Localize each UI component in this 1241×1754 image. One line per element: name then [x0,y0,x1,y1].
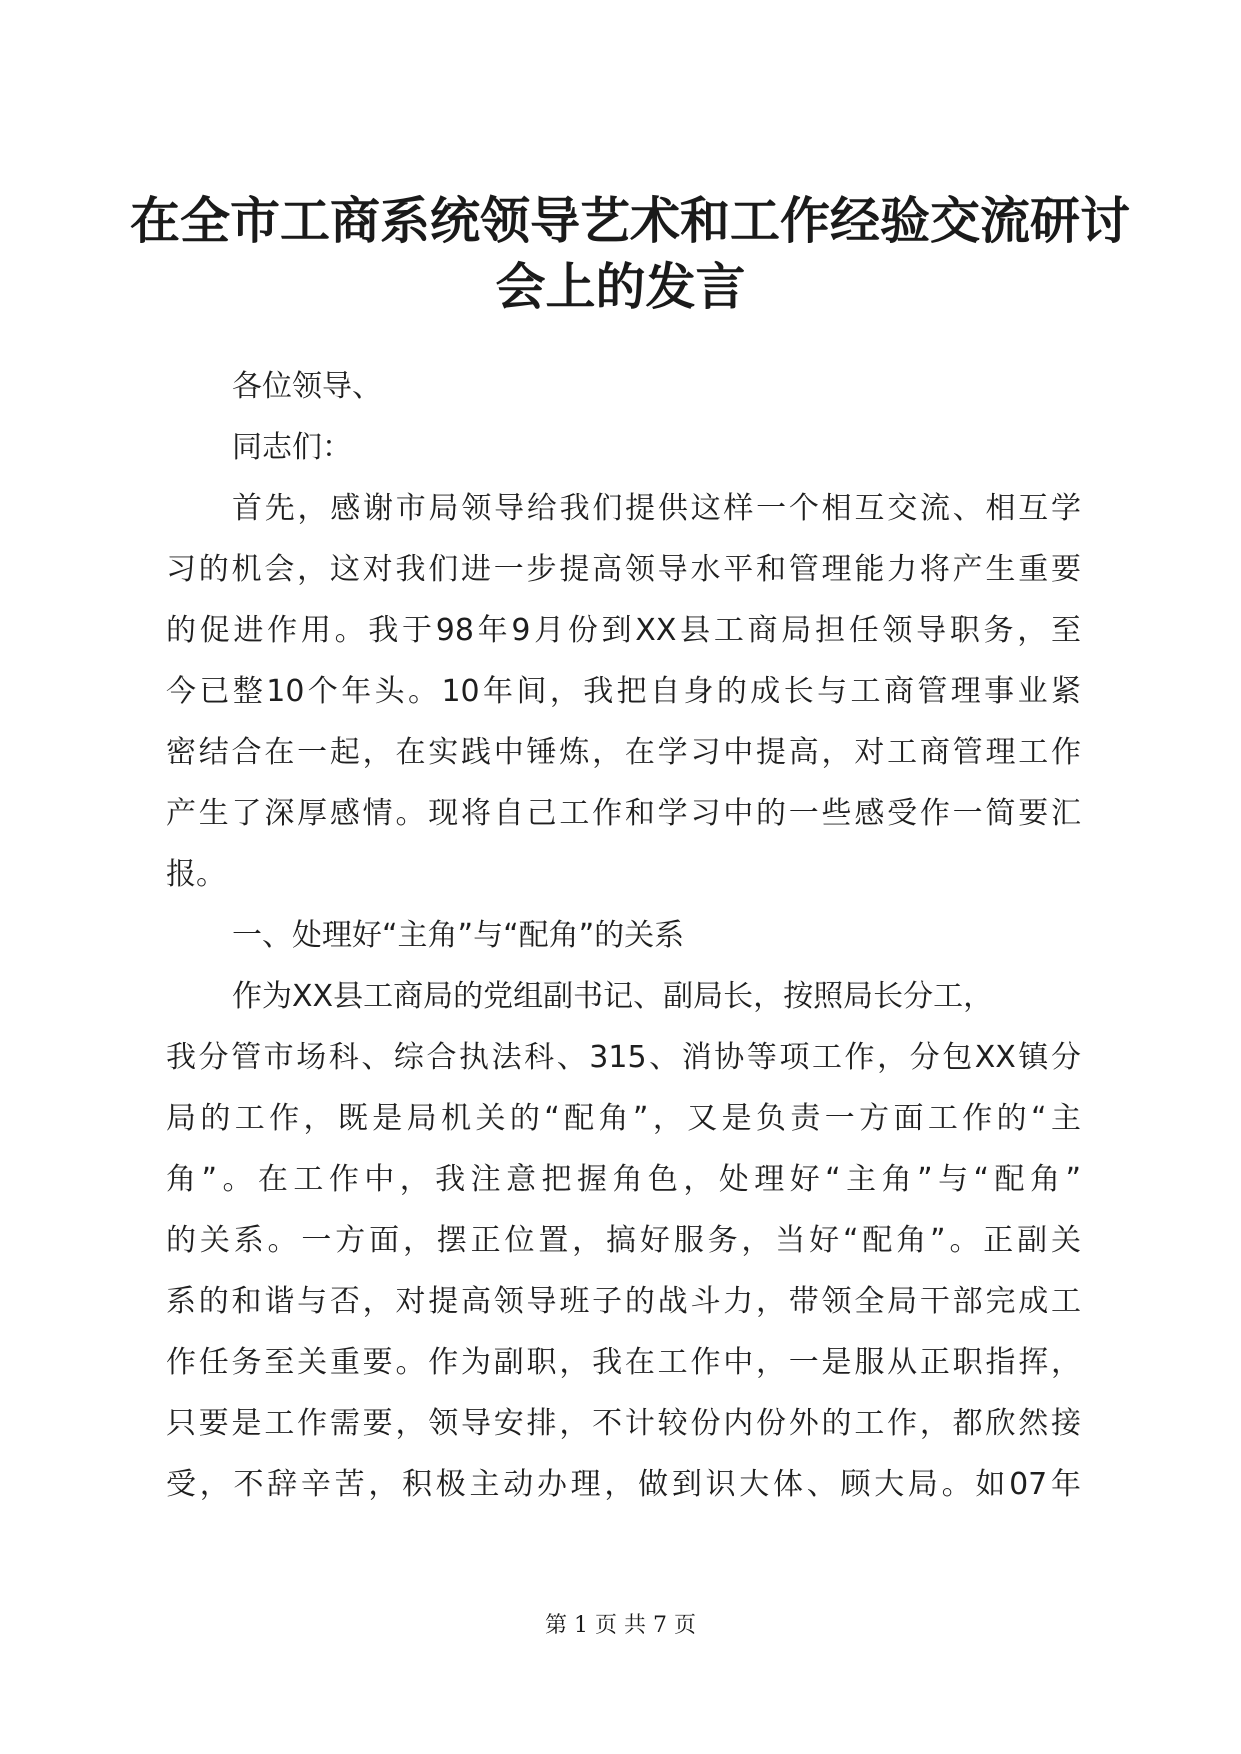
paragraph-line: 习的机会，这对我们进一步提高领导水平和管理能力将产生重要 [166,552,1081,587]
document-body [166,356,1081,1515]
paragraph-line: 报。 [166,857,226,892]
section-heading: 一、处理好“主角”与“配角”的关系 [232,918,685,953]
paragraph-line: 首先，感谢市局领导给我们提供这样一个相互交流、相互学 [232,491,1081,526]
paragraph-line: 局的工作，既是局机关的“配角”，又是负责一方面工作的“主 [166,1101,1081,1136]
paragraph-line: 系的和谐与否，对提高领导班子的战斗力，带领全局干部完成工 [166,1284,1081,1319]
salutation-line: 同志们： [232,430,352,465]
paragraph-line: 作任务至关重要。作为副职，我在工作中，一是服从正职指挥， [166,1345,1081,1380]
title-line: 在全市工商系统领导艺术和工作经验交流研讨 [130,191,1130,250]
paragraph-line: 今已整10个年头。10年间，我把自身的成长与工商管理事业紧 [166,674,1081,709]
document-title [130,188,1130,320]
paragraph-line: 的促进作用。我于98年9月份到XX县工商局担任领导职务，至 [166,613,1081,648]
paragraph-line: 角”。在工作中，我注意把握角色，处理好“主角”与“配角” [166,1162,1081,1197]
paragraph-line: 我分管市场科、综合执法科、315、消协等项工作，分包XX镇分 [166,1040,1081,1075]
page-footer: 第 1 页 共 7 页 [545,1613,696,1638]
salutation-line: 各位领导、 [232,369,382,404]
title-line: 会上的发言 [495,257,746,316]
paragraph-line: 密结合在一起，在实践中锤炼，在学习中提高，对工商管理工作 [166,735,1081,770]
paragraph-line: 作为XX县工商局的党组副书记、副局长，按照局长分工， [232,979,994,1014]
paragraph-line: 的关系。一方面，摆正位置，搞好服务，当好“配角”。正副关 [166,1223,1081,1258]
paragraph-line: 产生了深厚感情。现将自己工作和学习中的一些感受作一简要汇 [166,796,1081,831]
paragraph-line: 只要是工作需要，领导安排，不计较份内份外的工作，都欣然接 [166,1406,1081,1441]
paragraph-line: 受，不辞辛苦，积极主动办理，做到识大体、顾大局。如07年 [166,1467,1081,1502]
